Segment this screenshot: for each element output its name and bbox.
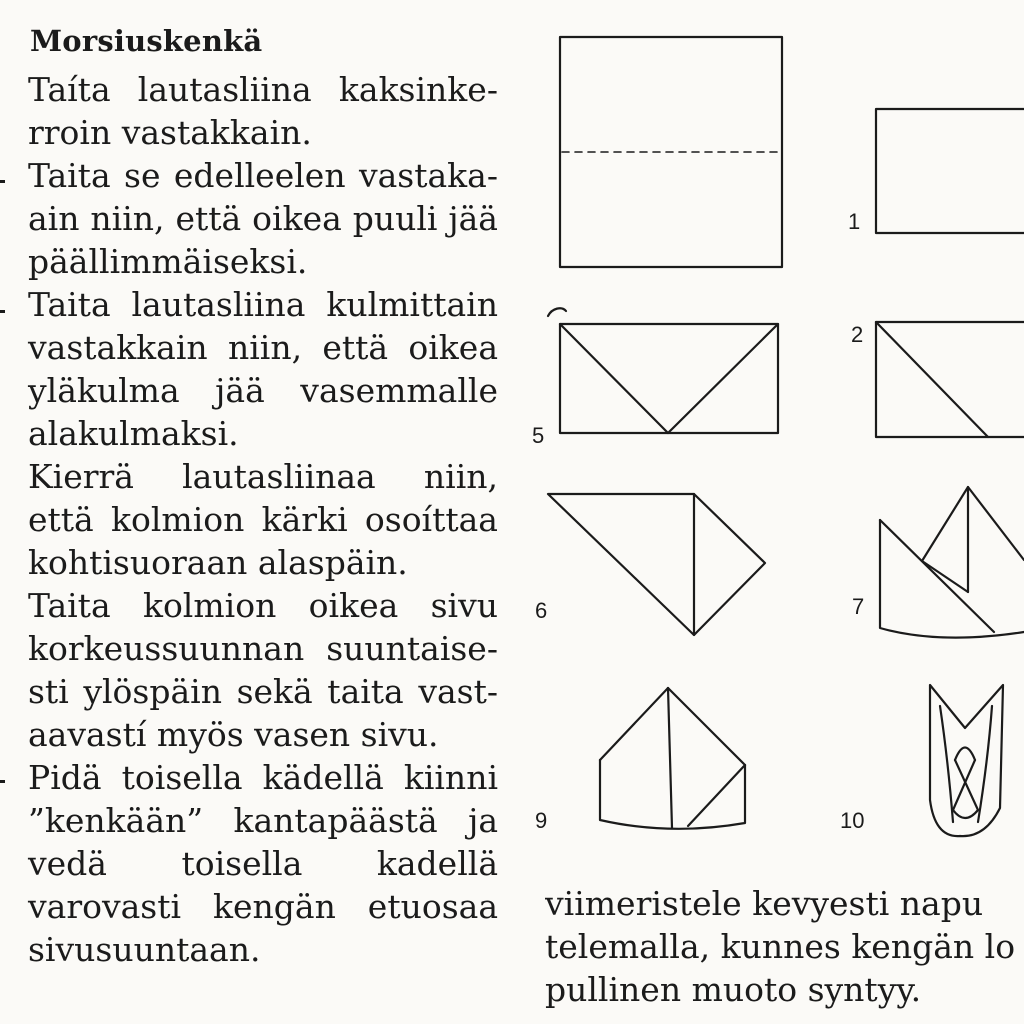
instruction-step: Kierrä lautasliinaa niin, että kolmion kärki osoíttaa kohtisuoraan alaspäin. xyxy=(28,457,498,582)
diagram-step-9 xyxy=(600,688,745,829)
instruction-step: Pidä toisella kädellä kiinni ”kenkään” kantapäästä ja vedä toisella kadellä varovasti kengän etuosaa sivusuuntaan. xyxy=(28,758,498,969)
text-line: viimeristele kevyesti napu xyxy=(545,884,984,923)
step-number: 2 xyxy=(851,322,864,347)
instruction-step: Taita lautasliina kulmittain vastakkain niin, että oikea yläkulma jää vasemmalle alakulmaksi. xyxy=(28,285,498,453)
diagram-step-7 xyxy=(880,487,1024,638)
diagram-step-6 xyxy=(548,494,765,635)
text-line: telemalla, kunnes kengän lo xyxy=(545,927,1016,966)
instruction-step: Taita se edelleelen vastakaain niin, että oikea puuli jää päällimmäiseksi. xyxy=(28,156,498,281)
step-number: 7 xyxy=(852,594,865,619)
diagram-unfolded-napkin xyxy=(560,37,782,267)
step-number: 5 xyxy=(532,423,545,448)
step-number: 10 xyxy=(840,808,865,833)
instruction-step: Taíta lautasliina kaksinkerroin vastakkain. xyxy=(28,70,498,152)
step-number: 1 xyxy=(848,209,861,234)
text-line: pullinen muoto syntyy. xyxy=(545,970,922,1009)
recipe-title: Morsiuskenkä xyxy=(30,24,263,58)
step-number: 9 xyxy=(535,808,548,833)
instruction-step: Taita kolmion oikea sivu korkeussuunnan suuntaisesti ylöspäin sekä taita vastaavastí myös vasen sivu. xyxy=(28,586,498,754)
diagram-step-10 xyxy=(930,685,1003,836)
step-number: 6 xyxy=(535,598,548,623)
diagram-step-1 xyxy=(876,109,1024,233)
diagram-step-2 xyxy=(876,322,1024,437)
continuation-text xyxy=(545,882,1024,1011)
diagram-step-5 xyxy=(548,308,778,433)
